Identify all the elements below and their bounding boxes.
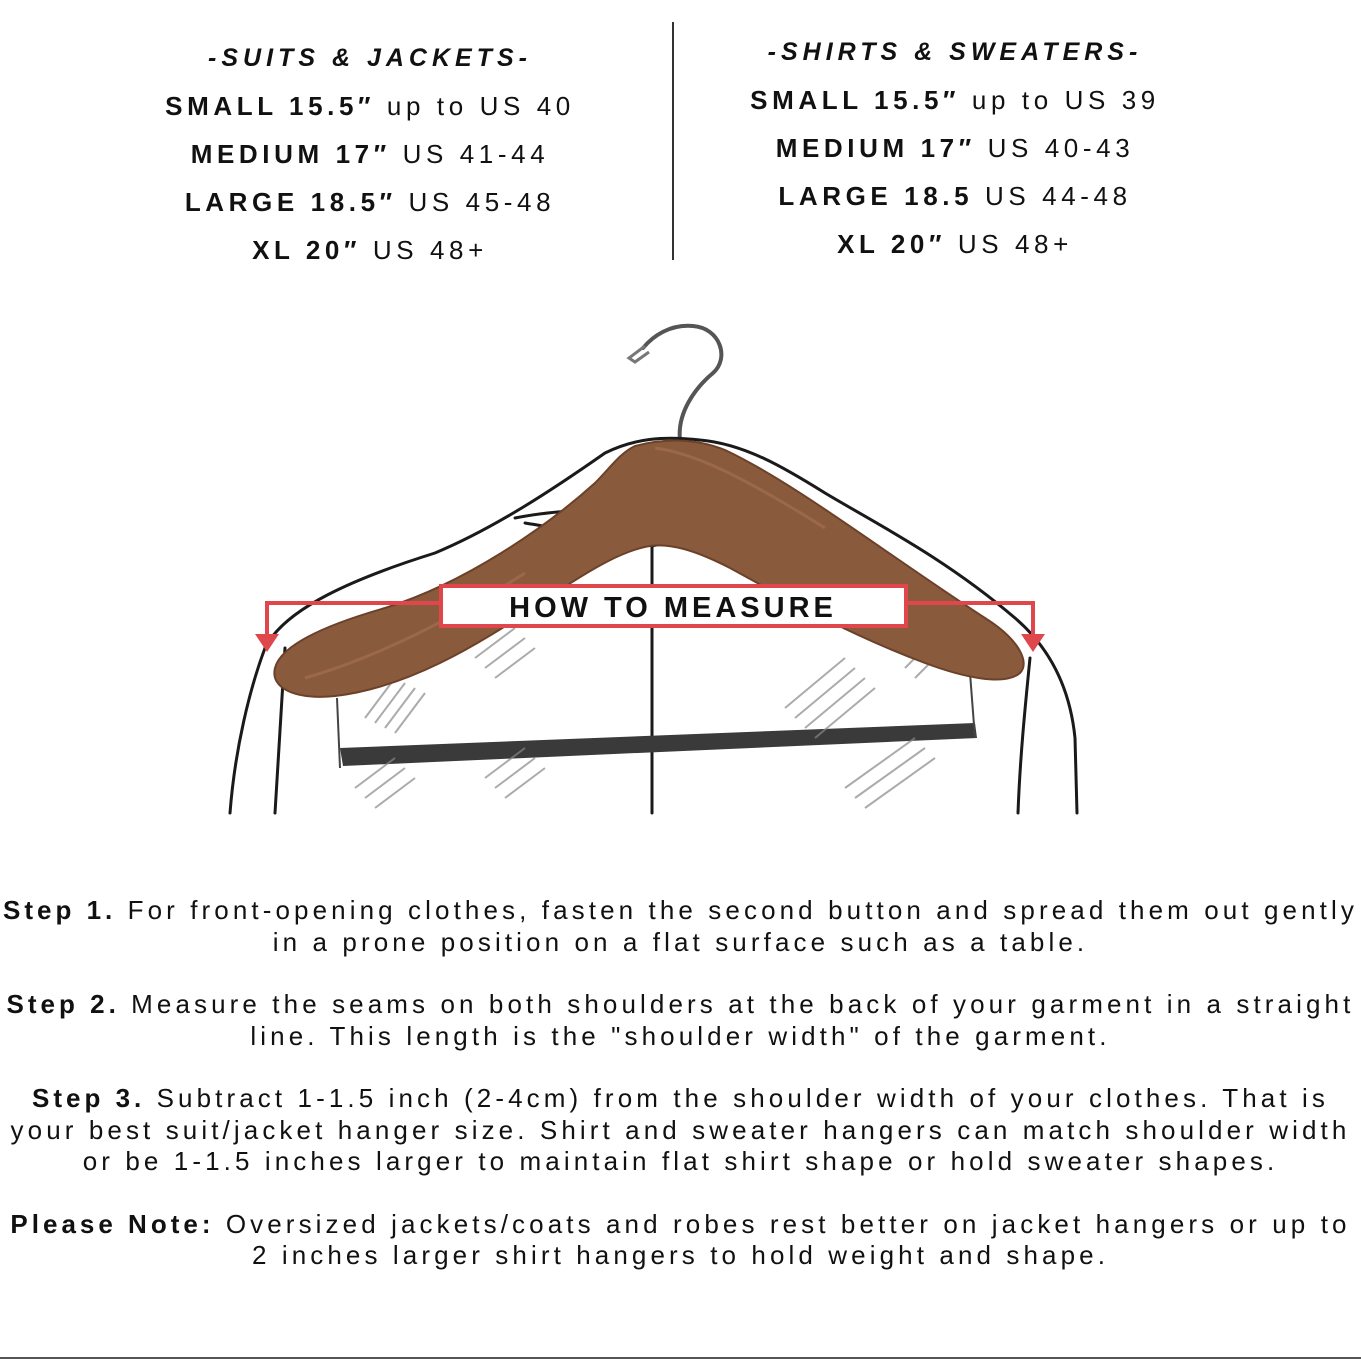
step-text: For front-opening clothes, fasten the second button and spread them out gently in a prone position on a flat surface such as a table. xyxy=(127,895,1358,957)
how-to-measure-label: HOW TO MEASURE xyxy=(509,592,837,624)
right-arrow-head-icon xyxy=(1021,634,1045,652)
instructions xyxy=(0,895,1361,1303)
step-label: Step 2. xyxy=(6,989,120,1019)
size-fit: up to US 39 xyxy=(971,85,1160,115)
note-text: Oversized jackets/coats and robes rest better on jacket hangers or up to 2 inches larger shirt hangers to hold weight and shape. xyxy=(225,1208,1351,1270)
shirts-sweaters-title: -SHIRTS & SWEATERS- xyxy=(767,38,1143,66)
size-fit: US 40-43 xyxy=(987,133,1135,163)
suits-jackets-title: -SUITS & JACKETS- xyxy=(208,44,532,72)
size-fit: US 41-44 xyxy=(402,139,550,169)
size-label: MEDIUM 17″ xyxy=(775,133,976,163)
size-label: XL 20″ xyxy=(837,229,947,259)
size-label: XL 20″ xyxy=(252,235,362,265)
hanger-hook-icon xyxy=(643,326,721,440)
size-row xyxy=(700,220,1210,268)
step-paragraph xyxy=(0,989,1361,1052)
size-label: SMALL 15.5″ xyxy=(165,91,376,121)
size-label: SMALL 15.5″ xyxy=(750,85,961,115)
suits-jackets-column xyxy=(110,0,630,274)
step-paragraph xyxy=(0,1083,1361,1178)
size-fit: US 44-48 xyxy=(985,181,1132,211)
step-label: Step 1. xyxy=(3,895,117,925)
size-row xyxy=(110,130,630,178)
size-fit: US 45-48 xyxy=(408,187,556,217)
size-row xyxy=(700,124,1210,172)
size-label: LARGE 18.5″ xyxy=(184,187,397,217)
size-row xyxy=(110,82,630,130)
size-fit: up to US 40 xyxy=(386,91,575,121)
size-label: MEDIUM 17″ xyxy=(190,139,391,169)
bottom-border xyxy=(0,1357,1361,1359)
size-label: LARGE 18.5 xyxy=(778,181,974,211)
step-paragraph xyxy=(0,1209,1361,1272)
shirts-sweaters-column xyxy=(700,0,1210,268)
hanger-bar xyxy=(340,723,977,766)
size-row xyxy=(700,76,1210,124)
left-arrow-head-icon xyxy=(255,634,279,652)
step-label: Step 3. xyxy=(32,1083,146,1113)
size-row xyxy=(700,172,1210,220)
size-row xyxy=(110,178,630,226)
size-fit: US 48+ xyxy=(372,235,488,265)
column-divider xyxy=(672,22,674,260)
size-row xyxy=(110,226,630,274)
hanger-illustration xyxy=(225,318,1085,818)
size-fit: US 48+ xyxy=(957,229,1073,259)
step-paragraph xyxy=(0,895,1361,958)
step-text: Subtract 1-1.5 inch (2-4cm) from the shoulder width of your clothes. That is your best suit/jacket hanger size. Shirt and sweater hangers can match shoulder width or be 1-1.5 inches larger to maintain flat shirt shape or hold sweater shapes. xyxy=(10,1083,1351,1176)
step-text: Measure the seams on both shoulders at the back of your garment in a straight line. This length is the "shoulder width" of the garment. xyxy=(131,989,1355,1051)
note-label: Please Note: xyxy=(10,1208,215,1239)
